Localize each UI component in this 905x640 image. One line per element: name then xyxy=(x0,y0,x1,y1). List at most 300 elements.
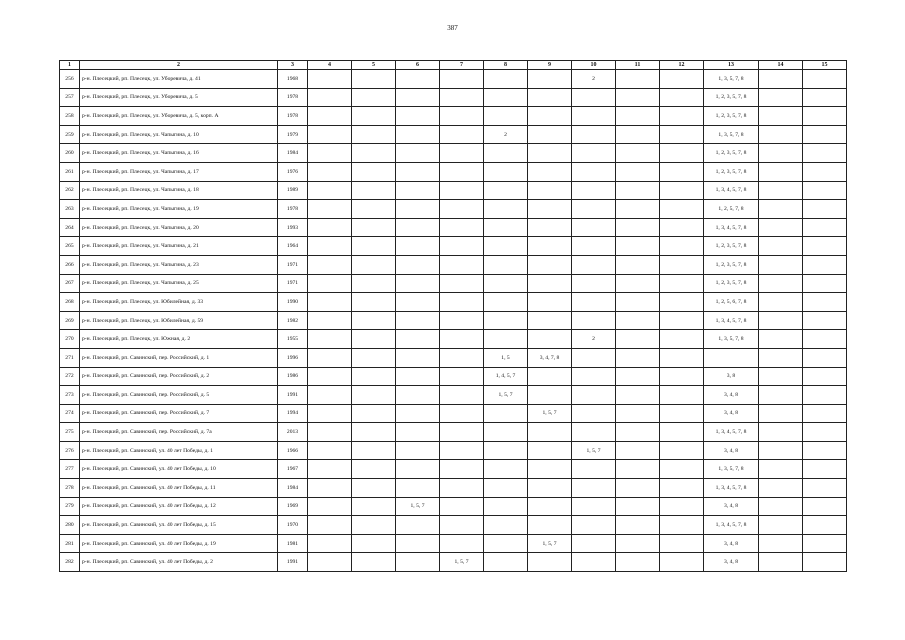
col-6-cell xyxy=(396,237,440,256)
col-13-cell: 1, 3, 5, 7, 8 xyxy=(704,70,759,89)
col-9-cell: 3, 4, 7, 8 xyxy=(528,348,572,367)
address-cell: р-н. Плесецкий, рп. Савинский, ул. 40 лет Победы, д. 19 xyxy=(80,534,278,553)
col-8-cell xyxy=(484,460,528,479)
col-4-cell xyxy=(308,479,352,498)
col-4-cell xyxy=(308,404,352,423)
col-15-cell xyxy=(803,386,847,405)
col-15-cell xyxy=(803,423,847,442)
col-13-cell: 1, 3, 5, 7, 8 xyxy=(704,460,759,479)
table-row xyxy=(60,181,847,200)
year-cell: 1994 xyxy=(278,404,308,423)
col-4-cell xyxy=(308,293,352,312)
col-14-cell xyxy=(759,367,803,386)
table-row xyxy=(60,125,847,144)
col-15-cell xyxy=(803,311,847,330)
col-13-cell: 1, 2, 3, 5, 7, 8 xyxy=(704,237,759,256)
col-8-cell xyxy=(484,423,528,442)
col-4-cell xyxy=(308,162,352,181)
col-14-cell xyxy=(759,534,803,553)
row-number-cell: 267 xyxy=(60,274,80,293)
col-10-cell: 1, 5, 7 xyxy=(572,441,616,460)
col-6-cell xyxy=(396,441,440,460)
column-header-5: 5 xyxy=(352,61,396,70)
col-15-cell xyxy=(803,218,847,237)
col-9-cell xyxy=(528,125,572,144)
row-number-cell: 272 xyxy=(60,367,80,386)
col-6-cell xyxy=(396,218,440,237)
col-11-cell xyxy=(616,441,660,460)
register-table xyxy=(59,60,847,572)
year-cell: 1991 xyxy=(278,386,308,405)
col-7-cell xyxy=(440,330,484,349)
col-5-cell xyxy=(352,70,396,89)
col-4-cell xyxy=(308,88,352,107)
col-7-cell xyxy=(440,441,484,460)
page-number: 387 xyxy=(447,24,458,32)
col-10-cell xyxy=(572,386,616,405)
col-14-cell xyxy=(759,460,803,479)
col-8-cell xyxy=(484,553,528,572)
table-row xyxy=(60,367,847,386)
col-6-cell xyxy=(396,88,440,107)
col-14-cell xyxy=(759,70,803,89)
col-10-cell xyxy=(572,200,616,219)
col-13-cell: 3, 4, 8 xyxy=(704,534,759,553)
col-15-cell xyxy=(803,441,847,460)
col-8-cell: 2 xyxy=(484,125,528,144)
col-13-cell: 3, 4, 8 xyxy=(704,553,759,572)
year-cell: 1969 xyxy=(278,497,308,516)
col-4-cell xyxy=(308,255,352,274)
year-cell: 1970 xyxy=(278,516,308,535)
col-14-cell xyxy=(759,330,803,349)
col-8-cell: 1, 5 xyxy=(484,348,528,367)
address-cell: р-н. Плесецкий, рп. Савинский, ул. 40 лет Победы, д. 12 xyxy=(80,497,278,516)
column-header-1: 1 xyxy=(60,61,80,70)
col-10-cell xyxy=(572,125,616,144)
col-8-cell xyxy=(484,497,528,516)
col-7-cell: 1, 5, 7 xyxy=(440,553,484,572)
col-7-cell xyxy=(440,497,484,516)
col-8-cell xyxy=(484,534,528,553)
col-11-cell xyxy=(616,218,660,237)
col-14-cell xyxy=(759,274,803,293)
col-4-cell xyxy=(308,348,352,367)
col-7-cell xyxy=(440,274,484,293)
col-7-cell xyxy=(440,348,484,367)
col-11-cell xyxy=(616,125,660,144)
table-row xyxy=(60,497,847,516)
col-9-cell: 1, 5, 7 xyxy=(528,534,572,553)
col-7-cell xyxy=(440,311,484,330)
table-row xyxy=(60,441,847,460)
table-row xyxy=(60,460,847,479)
col-9-cell xyxy=(528,423,572,442)
col-13-cell: 1, 3, 4, 5, 7, 8 xyxy=(704,218,759,237)
col-13-cell: 3, 4, 8 xyxy=(704,404,759,423)
col-4-cell xyxy=(308,534,352,553)
table-row xyxy=(60,423,847,442)
year-cell: 1991 xyxy=(278,553,308,572)
col-11-cell xyxy=(616,497,660,516)
col-7-cell xyxy=(440,534,484,553)
col-9-cell xyxy=(528,497,572,516)
col-8-cell xyxy=(484,88,528,107)
column-header-10: 10 xyxy=(572,61,616,70)
col-11-cell xyxy=(616,181,660,200)
col-11-cell xyxy=(616,348,660,367)
col-10-cell xyxy=(572,88,616,107)
col-13-cell: 1, 2, 3, 5, 7, 8 xyxy=(704,107,759,126)
table-row xyxy=(60,70,847,89)
col-4-cell xyxy=(308,330,352,349)
col-15-cell xyxy=(803,181,847,200)
row-number-cell: 265 xyxy=(60,237,80,256)
col-15-cell xyxy=(803,534,847,553)
col-6-cell xyxy=(396,293,440,312)
col-8-cell xyxy=(484,441,528,460)
col-9-cell xyxy=(528,386,572,405)
col-5-cell xyxy=(352,441,396,460)
col-10-cell: 2 xyxy=(572,330,616,349)
year-cell: 1996 xyxy=(278,348,308,367)
address-cell: р-н. Плесецкий, рп. Савинский, ул. 40 лет Победы, д. 11 xyxy=(80,479,278,498)
col-12-cell xyxy=(660,293,704,312)
year-cell: 1982 xyxy=(278,311,308,330)
col-5-cell xyxy=(352,404,396,423)
address-cell: р-н. Плесецкий, рп. Плесецк, ул. Юбилейная, д. 33 xyxy=(80,293,278,312)
col-4-cell xyxy=(308,386,352,405)
col-5-cell xyxy=(352,534,396,553)
col-5-cell xyxy=(352,218,396,237)
col-12-cell xyxy=(660,144,704,163)
address-cell: р-н. Плесецкий, рп. Савинский, пер. Российский, д. 1 xyxy=(80,348,278,367)
col-11-cell xyxy=(616,237,660,256)
col-13-cell: 1, 2, 3, 5, 7, 8 xyxy=(704,162,759,181)
table-row xyxy=(60,516,847,535)
col-6-cell xyxy=(396,367,440,386)
col-6-cell: 1, 5, 7 xyxy=(396,497,440,516)
col-5-cell xyxy=(352,88,396,107)
year-cell: 1978 xyxy=(278,200,308,219)
col-15-cell xyxy=(803,144,847,163)
col-7-cell xyxy=(440,516,484,535)
col-5-cell xyxy=(352,144,396,163)
row-number-cell: 282 xyxy=(60,553,80,572)
col-8-cell xyxy=(484,162,528,181)
col-13-cell: 1, 3, 5, 7, 8 xyxy=(704,330,759,349)
col-9-cell xyxy=(528,274,572,293)
col-8-cell xyxy=(484,404,528,423)
year-cell: 1955 xyxy=(278,330,308,349)
col-4-cell xyxy=(308,218,352,237)
col-10-cell xyxy=(572,237,616,256)
col-11-cell xyxy=(616,553,660,572)
col-4-cell xyxy=(308,460,352,479)
table-row xyxy=(60,200,847,219)
address-cell: р-н. Плесецкий, рп. Плесецк, ул. Уборевича, д. 5 xyxy=(80,88,278,107)
col-12-cell xyxy=(660,311,704,330)
col-9-cell xyxy=(528,162,572,181)
table-row xyxy=(60,237,847,256)
col-13-cell: 3, 8 xyxy=(704,367,759,386)
row-number-cell: 271 xyxy=(60,348,80,367)
col-12-cell xyxy=(660,441,704,460)
col-15-cell xyxy=(803,460,847,479)
col-14-cell xyxy=(759,107,803,126)
col-11-cell xyxy=(616,330,660,349)
address-cell: р-н. Плесецкий, рп. Плесецк, ул. Чапыгина, д. 18 xyxy=(80,181,278,200)
col-9-cell xyxy=(528,88,572,107)
col-10-cell xyxy=(572,274,616,293)
col-8-cell xyxy=(484,311,528,330)
col-8-cell xyxy=(484,274,528,293)
table-row xyxy=(60,404,847,423)
col-8-cell xyxy=(484,181,528,200)
col-12-cell xyxy=(660,107,704,126)
col-4-cell xyxy=(308,70,352,89)
col-10-cell xyxy=(572,162,616,181)
col-12-cell xyxy=(660,330,704,349)
row-number-cell: 268 xyxy=(60,293,80,312)
column-header-11: 11 xyxy=(616,61,660,70)
col-4-cell xyxy=(308,423,352,442)
col-7-cell xyxy=(440,237,484,256)
col-7-cell xyxy=(440,293,484,312)
col-6-cell xyxy=(396,534,440,553)
col-4-cell xyxy=(308,367,352,386)
column-header-8: 8 xyxy=(484,61,528,70)
col-14-cell xyxy=(759,200,803,219)
row-number-cell: 261 xyxy=(60,162,80,181)
col-9-cell: 1, 5, 7 xyxy=(528,404,572,423)
col-9-cell xyxy=(528,330,572,349)
col-12-cell xyxy=(660,553,704,572)
col-7-cell xyxy=(440,88,484,107)
col-12-cell xyxy=(660,497,704,516)
col-12-cell xyxy=(660,516,704,535)
col-12-cell xyxy=(660,162,704,181)
col-15-cell xyxy=(803,107,847,126)
year-cell: 1964 xyxy=(278,237,308,256)
col-12-cell xyxy=(660,125,704,144)
col-5-cell xyxy=(352,181,396,200)
col-10-cell xyxy=(572,367,616,386)
col-9-cell xyxy=(528,441,572,460)
col-11-cell xyxy=(616,534,660,553)
col-6-cell xyxy=(396,330,440,349)
col-15-cell xyxy=(803,348,847,367)
col-11-cell xyxy=(616,516,660,535)
year-cell: 1971 xyxy=(278,255,308,274)
col-10-cell xyxy=(572,553,616,572)
header-row xyxy=(60,61,847,70)
table-row xyxy=(60,534,847,553)
col-13-cell: 3, 4, 8 xyxy=(704,386,759,405)
col-6-cell xyxy=(396,144,440,163)
year-cell: 1978 xyxy=(278,88,308,107)
address-cell: р-н. Плесецкий, рп. Савинский, ул. 40 лет Победы, д. 15 xyxy=(80,516,278,535)
col-4-cell xyxy=(308,107,352,126)
year-cell: 1984 xyxy=(278,479,308,498)
col-6-cell xyxy=(396,460,440,479)
col-7-cell xyxy=(440,386,484,405)
col-7-cell xyxy=(440,255,484,274)
col-13-cell: 3, 4, 8 xyxy=(704,441,759,460)
col-4-cell xyxy=(308,144,352,163)
address-cell: р-н. Плесецкий, рп. Савинский, пер. Российский, д. 7 xyxy=(80,404,278,423)
col-14-cell xyxy=(759,181,803,200)
col-14-cell xyxy=(759,144,803,163)
col-15-cell xyxy=(803,88,847,107)
address-cell: р-н. Плесецкий, рп. Плесецк, ул. Чапыгина, д. 25 xyxy=(80,274,278,293)
row-number-cell: 278 xyxy=(60,479,80,498)
col-12-cell xyxy=(660,386,704,405)
col-5-cell xyxy=(352,386,396,405)
address-cell: р-н. Плесецкий, рп. Савинский, пер. Российский, д. 7а xyxy=(80,423,278,442)
address-cell: р-н. Плесецкий, рп. Плесецк, ул. Чапыгина, д. 23 xyxy=(80,255,278,274)
col-14-cell xyxy=(759,497,803,516)
row-number-cell: 274 xyxy=(60,404,80,423)
col-5-cell xyxy=(352,460,396,479)
col-5-cell xyxy=(352,255,396,274)
col-14-cell xyxy=(759,348,803,367)
col-15-cell xyxy=(803,274,847,293)
address-cell: р-н. Плесецкий, рп. Плесецк, ул. Чапыгина, д. 21 xyxy=(80,237,278,256)
column-header-7: 7 xyxy=(440,61,484,70)
col-14-cell xyxy=(759,125,803,144)
row-number-cell: 262 xyxy=(60,181,80,200)
column-header-14: 14 xyxy=(759,61,803,70)
column-header-9: 9 xyxy=(528,61,572,70)
col-10-cell xyxy=(572,479,616,498)
column-header-13: 13 xyxy=(704,61,759,70)
row-number-cell: 266 xyxy=(60,255,80,274)
col-12-cell xyxy=(660,534,704,553)
col-9-cell xyxy=(528,367,572,386)
col-7-cell xyxy=(440,200,484,219)
col-7-cell xyxy=(440,404,484,423)
year-cell: 1971 xyxy=(278,274,308,293)
col-12-cell xyxy=(660,348,704,367)
address-cell: р-н. Плесецкий, рп. Савинский, пер. Российский, д. 2 xyxy=(80,367,278,386)
col-10-cell xyxy=(572,534,616,553)
col-7-cell xyxy=(440,367,484,386)
col-10-cell xyxy=(572,460,616,479)
table-row xyxy=(60,348,847,367)
col-4-cell xyxy=(308,200,352,219)
table-row xyxy=(60,162,847,181)
col-12-cell xyxy=(660,479,704,498)
row-number-cell: 276 xyxy=(60,441,80,460)
col-9-cell xyxy=(528,460,572,479)
col-15-cell xyxy=(803,255,847,274)
table-row xyxy=(60,311,847,330)
col-4-cell xyxy=(308,497,352,516)
table-row xyxy=(60,293,847,312)
table-row xyxy=(60,255,847,274)
col-14-cell xyxy=(759,237,803,256)
col-15-cell xyxy=(803,70,847,89)
col-11-cell xyxy=(616,311,660,330)
col-10-cell xyxy=(572,348,616,367)
year-cell: 2013 xyxy=(278,423,308,442)
col-13-cell: 1, 3, 4, 5, 7, 8 xyxy=(704,479,759,498)
col-4-cell xyxy=(308,237,352,256)
col-14-cell xyxy=(759,255,803,274)
col-13-cell: 1, 3, 4, 5, 7, 8 xyxy=(704,181,759,200)
col-7-cell xyxy=(440,479,484,498)
col-8-cell xyxy=(484,479,528,498)
col-6-cell xyxy=(396,200,440,219)
col-7-cell xyxy=(440,218,484,237)
column-header-15: 15 xyxy=(803,61,847,70)
col-12-cell xyxy=(660,367,704,386)
col-15-cell xyxy=(803,553,847,572)
col-12-cell xyxy=(660,404,704,423)
year-cell: 1984 xyxy=(278,144,308,163)
col-13-cell: 3, 4, 8 xyxy=(704,497,759,516)
col-14-cell xyxy=(759,423,803,442)
col-8-cell xyxy=(484,70,528,89)
col-7-cell xyxy=(440,144,484,163)
col-6-cell xyxy=(396,386,440,405)
col-6-cell xyxy=(396,423,440,442)
col-7-cell xyxy=(440,181,484,200)
col-5-cell xyxy=(352,516,396,535)
row-number-cell: 275 xyxy=(60,423,80,442)
col-11-cell xyxy=(616,88,660,107)
col-9-cell xyxy=(528,218,572,237)
col-6-cell xyxy=(396,162,440,181)
col-6-cell xyxy=(396,274,440,293)
col-10-cell xyxy=(572,423,616,442)
col-12-cell xyxy=(660,423,704,442)
col-5-cell xyxy=(352,293,396,312)
col-5-cell xyxy=(352,125,396,144)
col-8-cell: 1, 5, 7 xyxy=(484,386,528,405)
year-cell: 1990 xyxy=(278,293,308,312)
col-5-cell xyxy=(352,311,396,330)
col-15-cell xyxy=(803,367,847,386)
col-15-cell xyxy=(803,237,847,256)
col-6-cell xyxy=(396,404,440,423)
address-cell: р-н. Плесецкий, рп. Плесецк, ул. Чапыгина, д. 17 xyxy=(80,162,278,181)
col-10-cell xyxy=(572,255,616,274)
col-7-cell xyxy=(440,162,484,181)
col-10-cell xyxy=(572,144,616,163)
col-6-cell xyxy=(396,125,440,144)
col-11-cell xyxy=(616,293,660,312)
address-cell: р-н. Плесецкий, рп. Савинский, ул. 40 лет Победы, д. 10 xyxy=(80,460,278,479)
year-cell: 1967 xyxy=(278,460,308,479)
col-12-cell xyxy=(660,88,704,107)
col-14-cell xyxy=(759,553,803,572)
col-14-cell xyxy=(759,293,803,312)
year-cell: 1986 xyxy=(278,367,308,386)
col-15-cell xyxy=(803,516,847,535)
col-10-cell xyxy=(572,311,616,330)
col-7-cell xyxy=(440,70,484,89)
col-6-cell xyxy=(396,107,440,126)
col-6-cell xyxy=(396,479,440,498)
row-number-cell: 270 xyxy=(60,330,80,349)
address-cell: р-н. Плесецкий, рп. Плесецк, ул. Чапыгина, д. 20 xyxy=(80,218,278,237)
col-7-cell xyxy=(440,107,484,126)
col-11-cell xyxy=(616,404,660,423)
year-cell: 1968 xyxy=(278,70,308,89)
col-11-cell xyxy=(616,107,660,126)
